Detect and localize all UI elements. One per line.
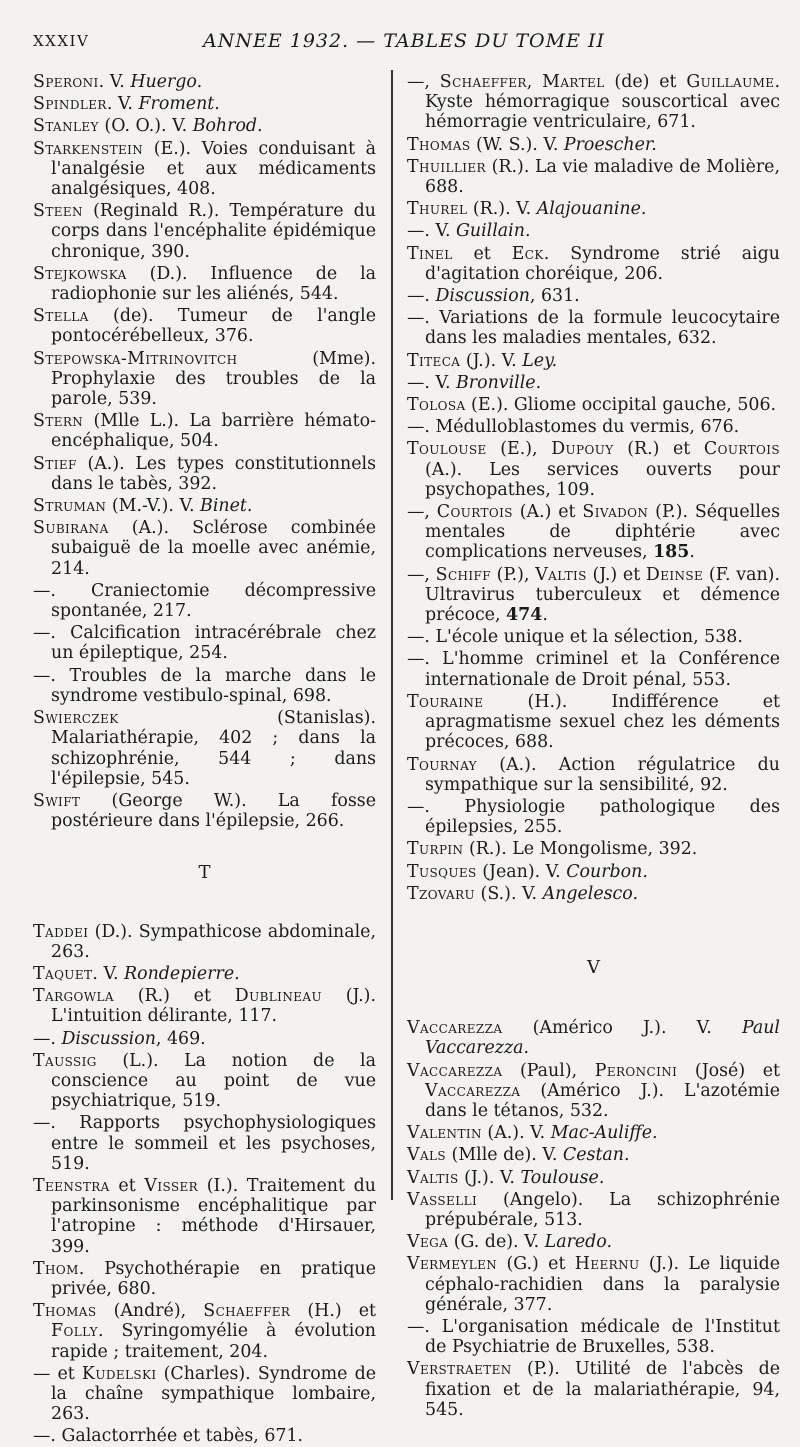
entry-text: 474 bbox=[506, 605, 543, 626]
index-entry bbox=[407, 244, 780, 284]
entry-text: Dupouy bbox=[551, 439, 614, 460]
index-entry bbox=[407, 135, 780, 155]
entry-text: (Américo J.). V. bbox=[502, 1018, 742, 1039]
index-entry bbox=[407, 1254, 780, 1315]
index-entry bbox=[33, 1301, 376, 1362]
index-entry bbox=[33, 139, 376, 200]
entry-text: Thomas bbox=[33, 1301, 97, 1322]
entry-text: (P.). Séquelles mentales de diphtérie avec complications nerveuses, bbox=[425, 502, 780, 563]
entry-text: (R.). V. bbox=[467, 199, 537, 220]
entry-text: et bbox=[452, 243, 512, 264]
entry-text: —, bbox=[407, 72, 440, 92]
column-divider bbox=[391, 70, 393, 1200]
entry-text: —. Variations de la formule leucocytaire dans les maladies mentales, 632. bbox=[407, 308, 780, 349]
entry-text: (P.). Utilité de l'abcès de fixation et de la malariathérapie, 94, 545. bbox=[425, 1359, 780, 1420]
entry-text: . bbox=[689, 542, 695, 563]
entry-text: Swift bbox=[33, 790, 81, 811]
entry-text: (Angelo). La schizophrénie prépubérale, 513. bbox=[425, 1189, 780, 1230]
entry-text: Mac-Auliffe. bbox=[550, 1123, 658, 1144]
entry-text: (José) et bbox=[677, 1060, 780, 1081]
entry-list bbox=[33, 922, 376, 1447]
index-entry bbox=[33, 964, 376, 984]
entry-text: Teenstra bbox=[33, 1175, 110, 1196]
entry-text: (Reginald R.). Température du corps dans l'encéphalite épidémique chronique, 390. bbox=[51, 201, 376, 262]
entry-text: Paul Vaccarezza. bbox=[425, 1018, 780, 1059]
entry-text: Schiff bbox=[435, 564, 491, 585]
entry-text: Vega bbox=[407, 1232, 449, 1253]
entry-list bbox=[407, 1018, 780, 1420]
entry-list bbox=[33, 72, 376, 831]
index-entry bbox=[407, 502, 780, 563]
page-header bbox=[33, 30, 778, 56]
entry-text: Courbon. bbox=[566, 861, 648, 882]
entry-text: (André), bbox=[96, 1301, 204, 1322]
entry-text: Kudelski bbox=[81, 1363, 157, 1384]
entry-text: Heernu bbox=[574, 1254, 640, 1275]
entry-text: , 631. bbox=[529, 286, 580, 307]
index-entry bbox=[407, 797, 780, 837]
entry-text: (G. de). V. bbox=[448, 1232, 545, 1253]
entry-text: Ley. bbox=[522, 350, 558, 371]
index-entry bbox=[33, 623, 376, 663]
entry-text: Thuillier bbox=[407, 156, 486, 177]
index-entry bbox=[407, 1317, 780, 1357]
entry-text: (A.) et bbox=[512, 502, 583, 523]
entry-text: et bbox=[109, 1175, 145, 1196]
entry-text: Schaeffer bbox=[439, 72, 527, 92]
index-entry bbox=[407, 439, 780, 500]
entry-text: (R.). Le Mongolisme, 392. bbox=[463, 839, 698, 860]
entry-text: Vaccarezza bbox=[407, 1060, 503, 1081]
index-entry bbox=[33, 454, 376, 494]
entry-text: —, bbox=[407, 564, 436, 585]
entry-text: Stejkowska bbox=[33, 263, 127, 284]
entry-text: Speroni bbox=[33, 72, 99, 92]
entry-text: Rondepierre. bbox=[124, 963, 240, 984]
entry-text: (de). Tumeur de l'angle pontocérébelleux, 376. bbox=[51, 306, 376, 347]
entry-text: — et bbox=[33, 1363, 82, 1384]
entry-text: (H.). Indifférence et apragmatisme sexuel chez les déments précoces, 688. bbox=[425, 691, 780, 753]
index-entry bbox=[33, 201, 376, 262]
entry-text: Stern bbox=[33, 411, 84, 432]
entry-text: Struman bbox=[33, 496, 107, 517]
entry-text: Folly bbox=[51, 1321, 98, 1342]
entry-text: (Américo J.). L'azotémie dans le tétanos, 532. bbox=[425, 1080, 780, 1121]
entry-text: Titeca bbox=[407, 350, 461, 371]
entry-text: (J.). L'intuition délirante, 117. bbox=[51, 986, 376, 1027]
entry-text: —. Galactorrhée et tabès, 671. bbox=[33, 1426, 304, 1447]
entry-text: Dublineau bbox=[234, 986, 322, 1007]
entry-text: Tzovaru bbox=[407, 883, 476, 904]
index-entry bbox=[33, 986, 376, 1026]
entry-text: (A.). Les types constitutionnels dans le tabès, 392. bbox=[51, 453, 376, 494]
index-entry bbox=[33, 666, 376, 706]
index-entry bbox=[33, 1259, 376, 1299]
entry-text: Stief bbox=[33, 453, 77, 474]
index-entry bbox=[407, 692, 780, 753]
index-entry bbox=[407, 221, 780, 241]
entry-text: —. Calcification intracérébrale chez un épileptique, 254. bbox=[33, 623, 376, 664]
entry-text: (D.). Influence de la radiophonie sur les aliénés, 544. bbox=[51, 263, 376, 305]
entry-text: Vasselli bbox=[407, 1189, 478, 1210]
index-entry bbox=[407, 862, 780, 882]
entry-text: (H.) et bbox=[290, 1301, 376, 1322]
entry-text: Toulouse. bbox=[520, 1167, 605, 1188]
entry-text: (D.). Sympathicose abdominale, 263. bbox=[51, 921, 376, 962]
entry-text: Sivadon bbox=[582, 502, 649, 523]
entry-text: (P.), bbox=[490, 564, 536, 585]
entry-text: (R.). La vie maladive de Molière, 688. bbox=[425, 156, 780, 198]
entry-text: Guillain. bbox=[456, 221, 531, 242]
entry-text: Turpin bbox=[407, 839, 464, 860]
entry-text: Tusques bbox=[407, 861, 477, 882]
index-entry bbox=[407, 72, 780, 133]
entry-text: , bbox=[526, 72, 543, 92]
section-letter-t: T bbox=[198, 862, 211, 884]
entry-text: . Psychothérapie en pratique privée, 680. bbox=[51, 1258, 376, 1299]
index-entry bbox=[33, 1426, 376, 1446]
entry-text: —. L'homme criminel et la Conférence internationale de Droit pénal, 553. bbox=[407, 649, 780, 690]
entry-text: . Syringomyélie à évolution rapide ; traitement, 204. bbox=[51, 1321, 376, 1362]
index-entry bbox=[33, 1051, 376, 1112]
index-entry bbox=[33, 496, 376, 516]
entry-text: Verstraeten bbox=[407, 1359, 512, 1380]
entry-text: Laredo. bbox=[544, 1232, 613, 1253]
entry-text: Vaccarezza bbox=[407, 1018, 503, 1039]
entry-text: Toulouse bbox=[407, 439, 487, 460]
entry-text: (W. S.). V. bbox=[470, 134, 564, 155]
index-entry bbox=[407, 1359, 780, 1420]
entry-list bbox=[407, 72, 780, 904]
entry-text: , 469. bbox=[155, 1028, 206, 1049]
entry-text: (A.). Les services ouverts pour psychopathes, 109. bbox=[425, 459, 780, 500]
entry-text: Subirana bbox=[33, 518, 109, 539]
entry-text: (A.). Action régulatrice du sympathique sur la sensibilité, 92. bbox=[425, 754, 780, 795]
entry-text: (Charles). Syndrome de la chaîne sympathique lombaire, 263. bbox=[51, 1363, 376, 1425]
entry-text: Vaccarezza bbox=[425, 1080, 521, 1101]
entry-text: (Stanislas). Malariathérapie, 402 ; dans la schizophrénie, 544 ; dans l'épilepsie, 545. bbox=[51, 708, 376, 789]
entry-text: (Jean). V. bbox=[476, 861, 567, 882]
index-entry bbox=[407, 1168, 780, 1188]
entry-text: Starkenstein bbox=[33, 138, 144, 159]
entry-text: Huergo. bbox=[130, 72, 203, 92]
entry-text: Vermeylen bbox=[407, 1254, 498, 1275]
entry-text: (A.). V. bbox=[481, 1123, 551, 1144]
section-letter-v: V bbox=[587, 956, 600, 978]
index-entry bbox=[407, 884, 780, 904]
entry-text: Bronville. bbox=[456, 372, 542, 393]
entry-text: Taussig bbox=[33, 1050, 97, 1071]
entry-text: Valentin bbox=[407, 1123, 482, 1144]
index-entry bbox=[407, 395, 780, 415]
entry-text: (R.) et bbox=[613, 439, 704, 460]
index-entry bbox=[407, 351, 780, 371]
entry-text: Spindler bbox=[33, 94, 107, 115]
entry-text: —. Physiologie pathologique des épilepsies, 255. bbox=[407, 796, 780, 838]
entry-text: (J.) et bbox=[586, 564, 646, 585]
entry-text: Bohrod. bbox=[192, 116, 263, 137]
entry-text: Courtois bbox=[703, 439, 780, 460]
entry-text: —. Médulloblastomes du vermis, 676. bbox=[407, 417, 740, 438]
index-entry bbox=[407, 1145, 780, 1165]
index-entry bbox=[33, 708, 376, 789]
entry-text: —. Troubles de la marche dans le syndrome vestibulo-spinal, 698. bbox=[33, 665, 376, 706]
entry-text: —. bbox=[33, 1028, 62, 1049]
entry-text: (Mlle de). V. bbox=[446, 1145, 563, 1166]
left-column bbox=[33, 72, 376, 1447]
entry-text: Deinse bbox=[645, 564, 704, 585]
index-entry bbox=[33, 1029, 376, 1049]
entry-text: Eck bbox=[511, 243, 544, 264]
entry-text: (L.). La notion de la conscience au point de vue psychiatrique, 519. bbox=[51, 1050, 376, 1112]
entry-text: Discussion bbox=[435, 286, 530, 307]
index-entry bbox=[407, 157, 780, 197]
entry-text: Thom bbox=[33, 1258, 79, 1279]
index-entry bbox=[33, 411, 376, 451]
entry-text: . bbox=[542, 605, 548, 626]
entry-text: (J.). Le liquide céphalo-rachidien dans la paralysie générale, 377. bbox=[425, 1254, 780, 1315]
index-entry bbox=[33, 94, 376, 114]
entry-text: (E.). Voies conduisant à l'analgésie et aux médicaments analgésiques, 408. bbox=[51, 138, 376, 200]
index-entry bbox=[407, 565, 780, 626]
entry-text: Martel bbox=[542, 72, 605, 92]
entry-text: Vals bbox=[407, 1145, 447, 1166]
entry-text: (J.). V. bbox=[460, 350, 523, 371]
entry-text: Proescher. bbox=[563, 134, 657, 155]
index-entry bbox=[33, 306, 376, 346]
entry-text: Tournay bbox=[407, 754, 477, 775]
entry-text: . V. bbox=[106, 94, 139, 115]
index-entry bbox=[33, 264, 376, 304]
entry-text: —. V. bbox=[407, 221, 457, 242]
entry-text: (Paul), bbox=[502, 1060, 595, 1081]
entry-text: Tinel bbox=[407, 243, 453, 264]
entry-text: —. V. bbox=[407, 372, 457, 393]
entry-text: 185 bbox=[653, 542, 690, 563]
entry-text: —. L'organisation médicale de l'Institut de Psychiatrie de Bruxelles, 538. bbox=[407, 1316, 780, 1358]
index-entry bbox=[407, 649, 780, 689]
entry-text: (George W.). La fosse postérieure dans l'épilepsie, 266. bbox=[51, 790, 376, 832]
entry-text: Swierczek bbox=[33, 708, 119, 729]
index-entry bbox=[33, 72, 376, 92]
entry-text: —. Rapports psychophysiologiques entre le sommeil et les psychoses, 519. bbox=[33, 1113, 376, 1174]
running-title: ANNEE 1932. — TABLES DU TOME II bbox=[203, 30, 605, 52]
entry-text: . Syndrome strié aigu d'agitation choréique, 206. bbox=[425, 243, 781, 284]
index-entry bbox=[407, 308, 780, 348]
entry-text: (de) et bbox=[604, 72, 687, 92]
entry-text: . V. bbox=[92, 963, 125, 984]
entry-text: Cestan. bbox=[562, 1145, 630, 1166]
entry-text: (G.) et bbox=[497, 1254, 575, 1275]
entry-text: —. bbox=[407, 286, 436, 307]
entry-text: Angelesco. bbox=[542, 883, 638, 904]
entry-text: (S.). V. bbox=[475, 883, 543, 904]
entry-text: . V. bbox=[98, 72, 131, 92]
entry-text: Valtis bbox=[535, 564, 587, 585]
index-entry bbox=[33, 1176, 376, 1257]
entry-text: (I.). Traitement du parkinsonisme encéphalitique par l'atropine : méthode d'Hirsauer, 399. bbox=[51, 1175, 376, 1257]
index-entry bbox=[407, 417, 780, 437]
index-entry bbox=[33, 922, 376, 962]
index-entry bbox=[407, 627, 780, 647]
entry-text: Stanley bbox=[33, 116, 99, 137]
index-entry bbox=[33, 518, 376, 579]
index-entry bbox=[407, 286, 780, 306]
index-entry bbox=[33, 1364, 376, 1425]
entry-text: Peroncini bbox=[594, 1060, 678, 1081]
entry-text: . Kyste hémorragique souscortical avec hémorragie ventriculaire, 671. bbox=[425, 72, 780, 133]
index-entry bbox=[407, 1061, 780, 1122]
index-entry bbox=[407, 1190, 780, 1230]
entry-text: Thomas bbox=[407, 134, 471, 155]
entry-text: Thurel bbox=[407, 199, 468, 220]
entry-text: Steen bbox=[33, 201, 83, 222]
entry-text: Taddei bbox=[33, 921, 89, 942]
right-column bbox=[407, 72, 781, 1420]
entry-text: Froment. bbox=[138, 94, 220, 115]
entry-text: Valtis bbox=[407, 1167, 459, 1188]
entry-text: Binet. bbox=[200, 496, 253, 517]
entry-text: Stepowska-Mitrinovitch bbox=[33, 348, 238, 369]
index-entry bbox=[407, 1232, 780, 1252]
entry-text: (O. O.). V. bbox=[98, 116, 193, 137]
entry-text: (J.). V. bbox=[458, 1167, 521, 1188]
index-entry bbox=[33, 581, 376, 621]
entry-text: Alajouanine. bbox=[536, 199, 647, 220]
index-entry bbox=[33, 791, 376, 831]
entry-text: (R.) et bbox=[113, 986, 235, 1007]
entry-text: —. L'école unique et la sélection, 538. bbox=[407, 627, 743, 648]
entry-text: (F. van). Ultravirus tuberculeux et démence précoce, bbox=[425, 564, 780, 626]
index-entry bbox=[407, 839, 780, 859]
entry-text: Touraine bbox=[407, 691, 484, 712]
entry-text: —, bbox=[407, 502, 437, 523]
entry-text: Courtois bbox=[436, 502, 513, 523]
index-entry bbox=[407, 1123, 780, 1143]
entry-text: (E.), bbox=[486, 439, 552, 460]
entry-text: Schaeffer bbox=[203, 1301, 291, 1322]
entry-text: (M.-V.). V. bbox=[106, 496, 201, 517]
entry-text: Guillaume bbox=[686, 72, 775, 92]
entry-text: Stella bbox=[33, 306, 89, 327]
entry-text: Targowla bbox=[33, 986, 114, 1007]
entry-text: Discussion bbox=[61, 1028, 156, 1049]
entry-text: Taquet bbox=[33, 963, 93, 984]
index-entry bbox=[407, 755, 780, 795]
index-entry bbox=[407, 199, 780, 219]
entry-text: —. Craniectomie décompressive spontanée, 217. bbox=[33, 580, 376, 622]
index-entry bbox=[33, 1113, 376, 1174]
index-entry bbox=[407, 1018, 780, 1058]
entry-text: (A.). Sclérose combinée subaiguë de la moelle avec anémie, 214. bbox=[51, 518, 376, 579]
entry-text: Tolosa bbox=[407, 395, 466, 416]
page-number: XXXIV bbox=[33, 32, 90, 50]
entry-text: (E.). Gliome occipital gauche, 506. bbox=[465, 395, 777, 416]
index-entry bbox=[33, 116, 376, 136]
entry-text: (Mlle L.). La barrière hémato-encéphalique, 504. bbox=[51, 411, 376, 452]
entry-text: Visser bbox=[144, 1175, 199, 1196]
index-entry bbox=[407, 373, 780, 393]
entry-text: (Mme). Prophylaxie des troubles de la parole, 539. bbox=[51, 348, 376, 410]
index-entry bbox=[33, 349, 376, 410]
